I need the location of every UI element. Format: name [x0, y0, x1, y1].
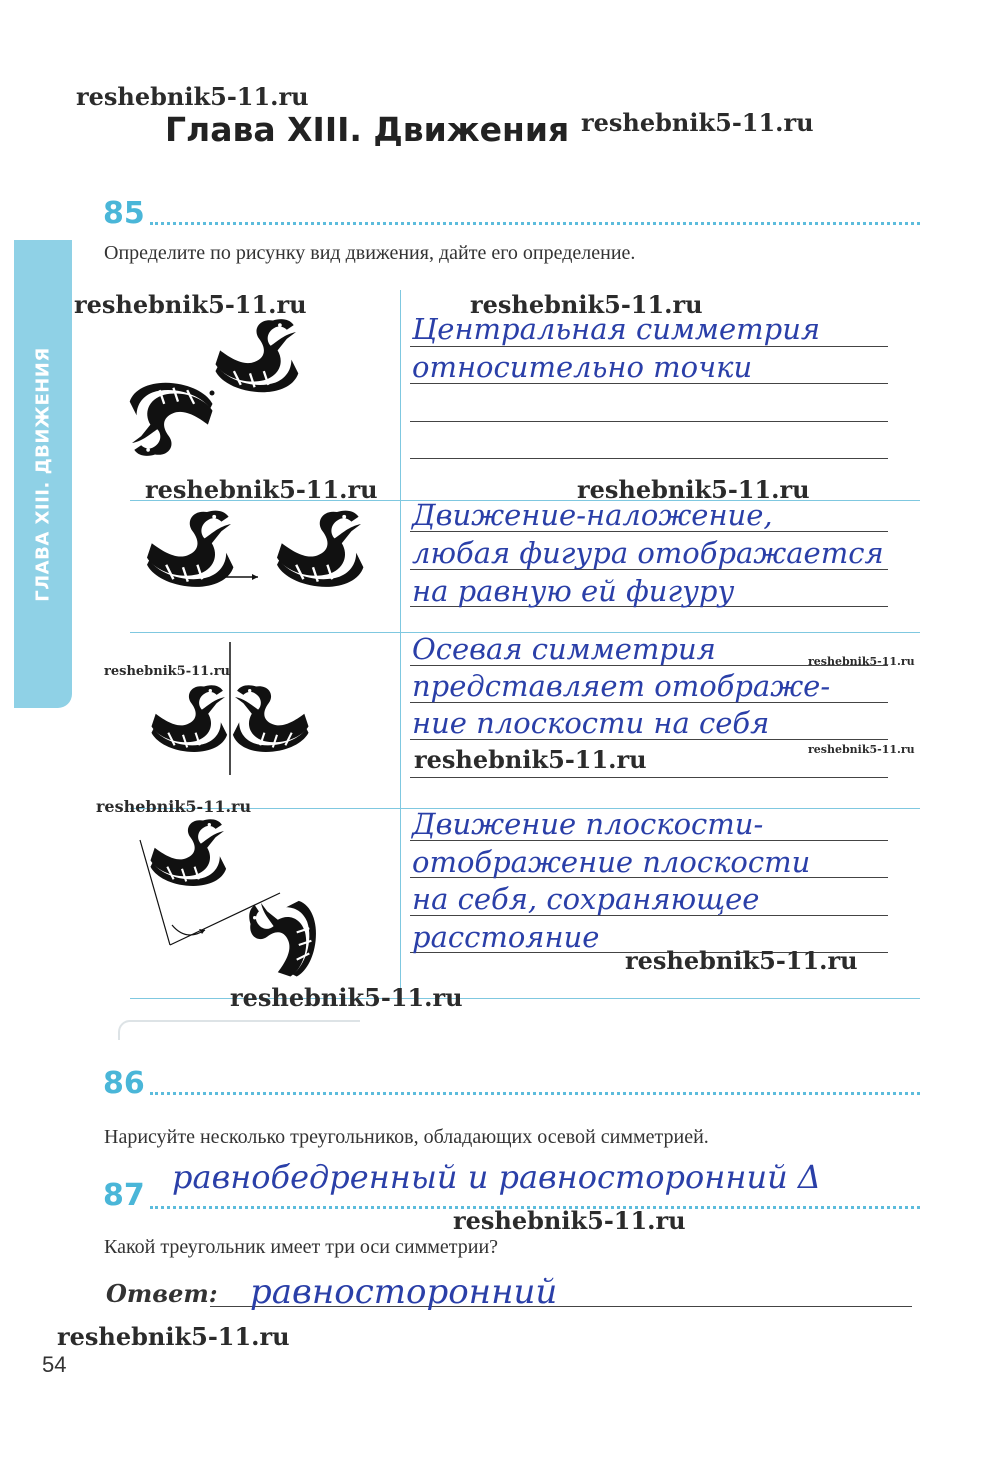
- rotation-figure: [140, 819, 316, 976]
- writing-line: [410, 346, 888, 347]
- watermark: reshebnik5-11.ru: [808, 743, 915, 756]
- watermark: reshebnik5-11.ru: [96, 797, 252, 816]
- task-85-number: 85: [103, 196, 145, 231]
- row3-line2: представляет отображе-: [412, 669, 831, 703]
- page-number: 54: [42, 1352, 67, 1377]
- task-86-number: 86: [103, 1066, 145, 1101]
- task-87-answer: равносторонний: [250, 1272, 558, 1312]
- task-86-divider: [150, 1092, 920, 1095]
- row1-line2: относительно точки: [412, 350, 753, 384]
- row3-line1: Осевая симметрия: [412, 632, 716, 666]
- section-corner: [118, 1020, 360, 1040]
- task-86-text: Нарисуйте несколько треугольников, обладающих осевой симметрией.: [104, 1126, 709, 1148]
- watermark: reshebnik5-11.ru: [808, 655, 915, 668]
- watermark: reshebnik5-11.ru: [76, 82, 309, 111]
- row4-line1: Движение плоскости-: [412, 807, 764, 841]
- watermark: reshebnik5-11.ru: [230, 983, 463, 1012]
- task-87-text: Какой треугольник имеет три оси симметрии?: [104, 1236, 499, 1258]
- watermark: reshebnik5-11.ru: [625, 946, 858, 975]
- translation-figure: [147, 511, 363, 587]
- row4-line2: отображение плоскости: [412, 845, 811, 879]
- table-column-divider: [400, 290, 401, 1002]
- row2-line2: любая фигура отображается: [412, 536, 884, 570]
- writing-line: [410, 421, 888, 422]
- watermark: reshebnik5-11.ru: [470, 290, 703, 319]
- task-86-handwritten: равнобедренный и равносторонний Δ: [172, 1158, 821, 1196]
- writing-line: [410, 458, 888, 459]
- central-symmetry-figure: [130, 319, 299, 456]
- task-85-text: Определите по рисунку вид движения, дайте его определение.: [104, 242, 636, 264]
- task-87-number: 87: [103, 1178, 145, 1213]
- row3-line3: ние плоскости на себя: [412, 706, 770, 740]
- watermark: reshebnik5-11.ru: [577, 475, 810, 504]
- watermark: reshebnik5-11.ru: [581, 108, 814, 137]
- row4-line3: на себя, сохраняющее: [412, 882, 760, 916]
- watermark: reshebnik5-11.ru: [145, 475, 378, 504]
- answer-label: Ответ:: [106, 1279, 218, 1308]
- row2-line3: на равную ей фигуру: [412, 574, 735, 608]
- watermark: reshebnik5-11.ru: [414, 745, 647, 774]
- side-tab-label: ГЛАВА XIII. ДВИЖЕНИЯ: [32, 346, 54, 602]
- row4-line4: расстояние: [412, 920, 600, 954]
- watermark: reshebnik5-11.ru: [57, 1322, 290, 1351]
- axial-symmetry-figure: [152, 642, 309, 775]
- watermark: reshebnik5-11.ru: [104, 664, 231, 679]
- row2-line1: Движение-наложение,: [412, 498, 773, 532]
- watermark: reshebnik5-11.ru: [453, 1206, 686, 1235]
- row1-line1: Центральная симметрия: [412, 312, 821, 346]
- watermark: reshebnik5-11.ru: [74, 290, 307, 319]
- chapter-title: Глава XIII. Движения: [165, 110, 570, 149]
- writing-line: [410, 777, 888, 778]
